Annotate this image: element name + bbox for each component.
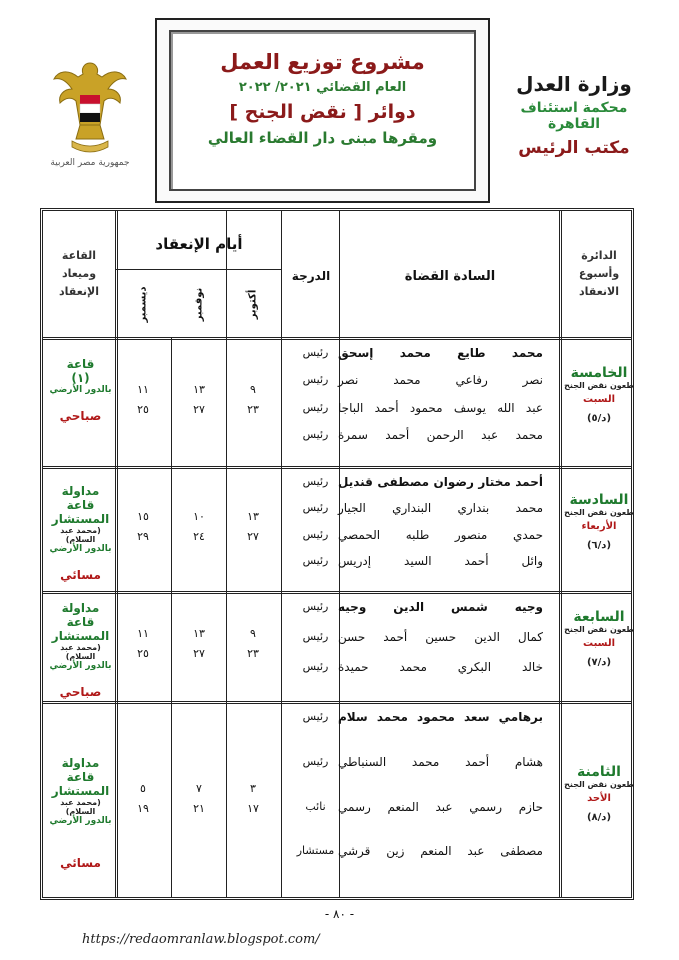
circuit-cell: [563, 492, 635, 551]
website-link[interactable]: https://redaomranlaw.blogspot.com/: [82, 932, 320, 947]
hall-detail: (١): [71, 370, 90, 385]
judge-name: حمدي منصور طلبه الحمصي: [338, 527, 543, 542]
session-date-dec: ١١: [137, 627, 149, 640]
session-time: مسائي: [60, 855, 101, 870]
judge-name: هشام أحمد محمد السنباطي: [338, 754, 543, 769]
header-judges: السادة القضاة: [404, 269, 496, 284]
circuit-name: السابعة: [573, 609, 625, 625]
circuit-type: طعون نقض الجنح: [564, 625, 634, 634]
circuit-name: الخامسة: [570, 364, 628, 381]
circuit-row: [43, 701, 634, 900]
hall-detail: المستشار: [51, 511, 110, 526]
session-date-nov: ١٣: [193, 382, 205, 396]
circuit-cell: [563, 609, 635, 668]
header-days: أيام الإنعقاد: [155, 235, 243, 253]
session-date-dec: ١١: [137, 382, 149, 396]
session-date-nov: ٢٧: [193, 647, 205, 660]
schedule-table: [40, 208, 634, 900]
header-hall: القاعة وميعاد الإنعقاد: [59, 249, 99, 298]
hall-cell: [48, 601, 113, 699]
emblem-caption: جمهورية مصر العربية: [50, 158, 130, 168]
circuit-cell: [563, 764, 635, 823]
judge-name: مصطفى عبد المنعم زين قرشي: [338, 844, 543, 859]
circuit-type: طعون نقض الجنح: [564, 779, 634, 789]
judge-name: برهامي سعد محمود محمد سلام: [338, 710, 543, 724]
session-date-nov: ١٣: [193, 627, 205, 640]
judge-rank: رئيس: [302, 501, 329, 515]
hall-detail: المستشار: [51, 783, 110, 798]
judge-name: وائل أحمد السيد إدريس: [338, 553, 543, 568]
hall-label: قاعة: [66, 356, 95, 371]
circuit-number: (د/٦): [586, 539, 612, 551]
circuit-row: [43, 466, 634, 591]
header-december: ديسمبر: [137, 286, 149, 323]
session-date-nov: ٧: [196, 781, 202, 795]
header-october: أكتوبر: [247, 289, 259, 320]
hall-label: مداولة قاعة: [61, 601, 100, 629]
judge-name: كمال الدين حسين أحمد حسن: [338, 630, 543, 644]
judge-name: محمد عبد الرحمن أحمد سمرة: [338, 427, 543, 442]
circuit-type: طعون نقض الجنح: [564, 507, 634, 517]
session-date-oct: ٣: [250, 781, 256, 795]
hall-note: (محمد عبد السلام): [60, 525, 101, 544]
judge-rank: رئيس: [302, 475, 329, 488]
hall-cell: [48, 357, 113, 423]
session-date-oct: ١٧: [247, 801, 259, 815]
court-name: محكمة استئناف القاهرة: [520, 100, 628, 132]
judge-rank: رئيس: [302, 346, 329, 359]
hall-label: مداولة قاعة: [61, 755, 100, 784]
header-circuit: الدائرة وأسبوع الانعقاد: [578, 249, 620, 298]
hall-cell: [48, 756, 113, 870]
session-time: صباحي: [59, 408, 102, 423]
office-name: مكتب الرئيس: [518, 138, 630, 158]
judge-rank: رئيس: [302, 400, 329, 414]
circuit-cell: [563, 365, 635, 424]
hall-floor: بالدور الأرضي: [49, 815, 112, 826]
judge-rank: نائب: [305, 799, 326, 813]
hall-cell: [48, 484, 113, 582]
doc-title: مشروع توزيع العمل: [220, 50, 425, 74]
circuits-title: دوائر [ نقض الجنح ]: [229, 101, 416, 123]
title-box: [155, 18, 490, 203]
ministry-header: [499, 72, 649, 158]
judge-rank: رئيس: [302, 710, 329, 723]
session-date-dec: ٢٥: [137, 402, 149, 416]
judge-rank: رئيس: [302, 427, 329, 441]
judge-rank: رئيس: [302, 373, 329, 387]
judge-name: خالد البكري محمد حميدة: [338, 660, 543, 674]
hall-floor: بالدور الأرضي: [49, 384, 112, 395]
session-date-dec: ٥: [140, 781, 146, 795]
circuit-day: الأربعاء: [581, 520, 617, 532]
hall-detail: المستشار: [51, 629, 110, 643]
circuit-number: (د/٥): [586, 412, 612, 424]
session-date-oct: ٢٧: [247, 529, 259, 543]
judicial-year: العام القضائي ٢٠٢١/ ٢٠٢٢: [238, 80, 407, 95]
page-number: - ٨٠ -: [324, 907, 355, 921]
judge-rank: مستشار: [296, 844, 335, 858]
judge-name: محمد بنداري البنداري الجيار: [338, 501, 543, 516]
circuit-day: الأحد: [587, 792, 611, 804]
circuit-type: طعون نقض الجنح: [564, 380, 634, 390]
judge-rank: رئيس: [302, 553, 329, 567]
judge-rank: رئيس: [302, 660, 329, 673]
eagle-icon: [54, 63, 126, 152]
circuit-name: الثامنة: [577, 763, 621, 780]
circuit-day: السبت: [582, 393, 616, 405]
judge-rank: رئيس: [302, 600, 329, 613]
circuit-row: [43, 337, 634, 466]
judge-rank: رئيس: [302, 630, 329, 643]
judge-name: أحمد مختار رضوان مصطفى قنديل: [338, 475, 543, 489]
location: ومقرها مبنى دار القضاء العالي: [207, 129, 438, 147]
session-time: مسائي: [60, 567, 101, 582]
circuit-day: السبت: [582, 638, 616, 649]
hall-label: مداولة قاعة: [61, 483, 100, 512]
session-date-dec: ٢٩: [137, 529, 149, 543]
judge-rank: رئيس: [302, 754, 329, 768]
hall-note: (محمد عبد السلام): [60, 797, 101, 816]
judge-name: وجيه شمس الدين وجيه: [338, 600, 543, 614]
judge-name: نصر رفاعي محمد نصر: [338, 373, 543, 388]
session-date-oct: ١٣: [247, 509, 259, 523]
judge-name: حازم رسمي عبد المنعم رسمي: [338, 799, 543, 814]
session-time: صباحي: [59, 685, 102, 699]
hall-note: (محمد عبد السلام): [60, 643, 101, 661]
egypt-eagle-emblem: [50, 55, 130, 170]
header-november: نوفمبر: [193, 287, 205, 322]
circuit-number: (د/٧): [586, 657, 612, 668]
session-date-nov: ١٠: [193, 509, 205, 523]
session-date-nov: ٢٧: [193, 402, 205, 416]
session-date-dec: ١٥: [137, 509, 149, 523]
judge-name: محمد طايع محمد إسحق: [338, 346, 543, 360]
session-date-dec: ٢٥: [137, 647, 149, 660]
session-date-oct: ٢٣: [247, 402, 259, 416]
hall-floor: بالدور الأرضي: [49, 543, 112, 554]
session-date-nov: ٢١: [193, 801, 205, 815]
circuit-number: (د/٨): [586, 811, 612, 823]
ministry-name: وزارة العدل: [516, 72, 632, 96]
judge-name: عبد الله يوسف محمود أحمد الباجا: [338, 400, 543, 415]
hall-floor: بالدور الأرضي: [49, 661, 112, 671]
circuit-name: السادسة: [569, 491, 629, 508]
header-rank: الدرجة: [291, 269, 331, 283]
session-date-oct: ٩: [250, 382, 256, 396]
session-date-oct: ٢٣: [247, 647, 259, 660]
judge-rank: رئيس: [302, 527, 329, 541]
session-date-nov: ٢٤: [193, 529, 205, 543]
session-date-dec: ١٩: [137, 801, 149, 815]
session-date-oct: ٩: [250, 627, 256, 640]
circuit-row: [43, 591, 634, 701]
